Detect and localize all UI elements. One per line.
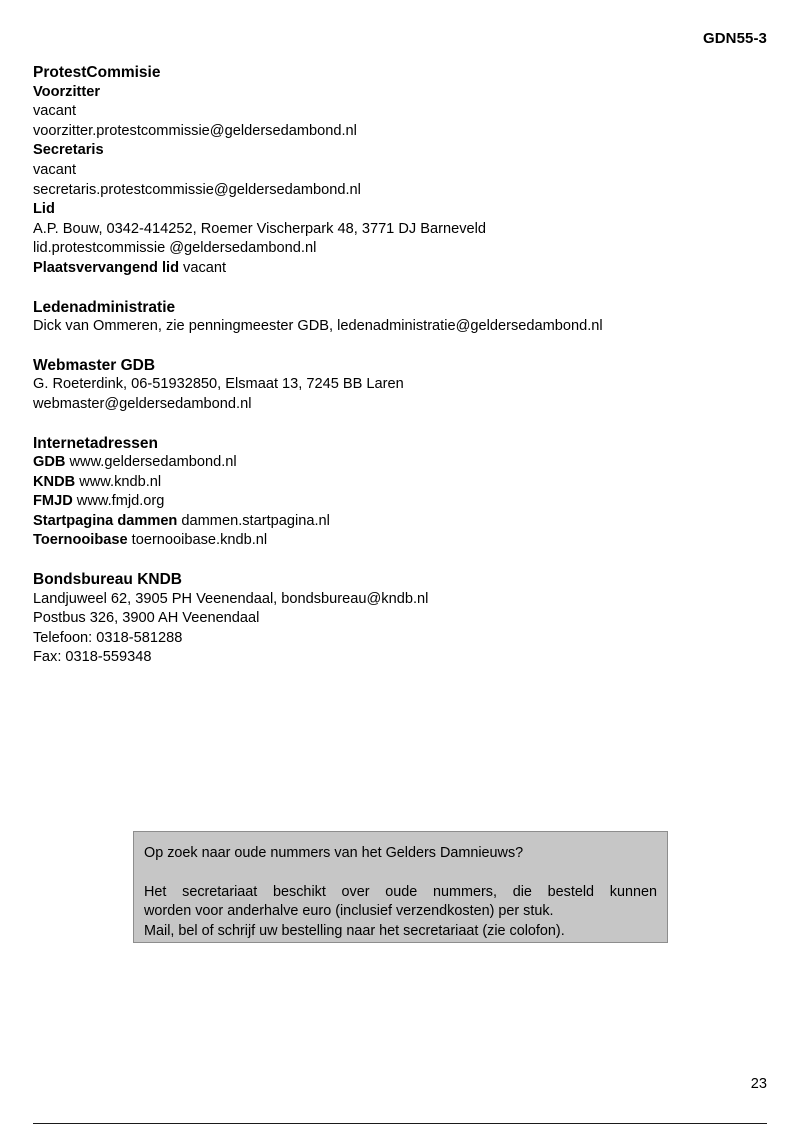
section-text-line: G. Roeterdink, 06-51932850, Elsmaat 13, 7245 BB Laren (33, 376, 404, 393)
section-text-line: lid.protestcommissie @geldersedambond.nl (33, 240, 317, 257)
section-text-line: secretaris.protestcommissie@geldersedambond.nl (33, 181, 361, 198)
section-subheading: Lid (33, 201, 55, 218)
labeled-entry (33, 492, 767, 512)
section-text-line: Postbus 326, 3900 AH Veenendaal (33, 610, 260, 627)
document-body (33, 63, 767, 668)
section-heading: Ledenadministratie (33, 298, 176, 316)
callout-question: Op zoek naar oude nummers van het Gelders Damnieuws? (144, 845, 524, 861)
entry-value: www.kndb.nl (75, 473, 162, 490)
section-protestcommisie (33, 63, 767, 279)
section-text-line: voorzitter.protestcommissie@geldersedambond.nl (33, 122, 357, 139)
callout-body-line-1: Het secretariaat beschikt over oude nummers, die besteld kunnen (144, 883, 657, 900)
callout-body (144, 883, 657, 942)
section-text-line: vacant (33, 103, 76, 120)
entry-label: KNDB (33, 473, 76, 490)
section-heading: ProtestCommisie (33, 64, 161, 81)
callout-body-line-2: worden voor anderhalve euro (inclusief verzendkosten) per stuk. (144, 903, 554, 919)
section-heading: Bondsbureau KNDB (33, 571, 182, 589)
section-subheading: Voorzitter (33, 83, 101, 100)
section-text-line: Dick van Ommeren, zie penningmeester GDB, ledenadministratie@geldersedambond.nl (33, 318, 603, 335)
labeled-entry (33, 453, 767, 473)
entry-label: GDB (33, 454, 66, 471)
entry-value: dammen.startpagina.nl (177, 512, 330, 529)
section-bondsbureau-kndb (33, 570, 767, 668)
section-text-line: webmaster@geldersedambond.nl (33, 395, 252, 412)
page-number: 23 (750, 1076, 767, 1092)
section-text-line: Fax: 0318-559348 (33, 649, 152, 666)
callout-body-line-3: Mail, bel of schrijf uw bestelling naar het secretariaat (zie colofon). (144, 922, 565, 939)
section-heading: Internetadressen (33, 434, 158, 452)
section-webmaster-gdb (33, 356, 767, 415)
footer-divider (33, 1123, 767, 1124)
section-text-line: A.P. Bouw, 0342-414252, Roemer Vischerpark 48, 3771 DJ Barneveld (33, 220, 486, 237)
labeled-entry (33, 512, 767, 532)
labeled-entry (33, 473, 767, 493)
labeled-entry (33, 531, 767, 551)
callout-spacer (144, 864, 657, 883)
entry-value: toernooibase.kndb.nl (127, 532, 268, 549)
section-text-line: Telefoon: 0318-581288 (33, 629, 183, 646)
section-subheading: Secretaris (33, 142, 104, 159)
entry-value: www.fmjd.org (72, 493, 165, 510)
section-internetadressen (33, 434, 767, 552)
entry-value: www.geldersedambond.nl (65, 454, 237, 471)
section-text-line: vacant (33, 161, 76, 178)
section-heading: Webmaster GDB (33, 356, 156, 374)
entry-value: vacant (179, 259, 227, 276)
entry-label: Toernooibase (33, 532, 128, 549)
running-head-issue-code: GDN55-3 (702, 30, 767, 47)
entry-label: FMJD (33, 493, 73, 510)
section-ledenadministratie (33, 298, 767, 337)
labeled-entry (33, 259, 767, 279)
entry-label: Plaatsvervangend lid (33, 259, 179, 276)
entry-label: Startpagina dammen (33, 512, 178, 529)
callout-box-old-issues (133, 831, 668, 943)
section-text-line: Landjuweel 62, 3905 PH Veenendaal, bondsbureau@kndb.nl (33, 590, 429, 607)
